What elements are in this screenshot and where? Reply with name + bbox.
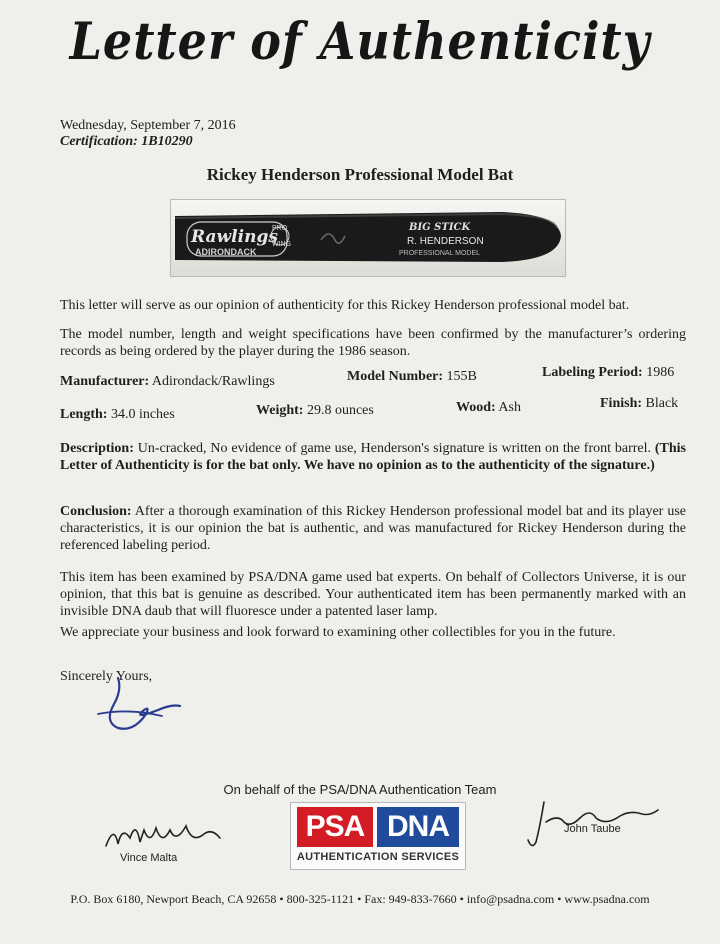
- conclusion-label: Conclusion:: [60, 504, 132, 519]
- conclusion-text: After a thorough examination of this Rickey Henderson professional model bat and its player use characteristics, it is our opinion the bat is authentic, and was manufactured for Rickey Henderson during the referenced labeling period.: [60, 504, 686, 553]
- bat-player-name: R. HENDERSON: [407, 236, 484, 247]
- bat-series: ADIRONDACK: [195, 247, 257, 257]
- spec-model-number: [347, 369, 477, 385]
- description-paragraph: [60, 440, 686, 474]
- appreciate-paragraph: We appreciate your business and look forward to examining other collectibles for you in the future.: [60, 625, 616, 640]
- dna-logo-text: DNA: [377, 807, 459, 847]
- spec-finish-label: Finish:: [600, 396, 643, 411]
- footer-address: P.O. Box 6180, Newport Beach, CA 92658 • 800-325-1121 • Fax: 949-833-7660 • info@psadna.com • www.psadna.com: [70, 892, 650, 906]
- spec-length-label: Length:: [60, 407, 108, 422]
- spec-finish-value: Black: [642, 396, 679, 411]
- bat-image: [171, 200, 565, 276]
- spec-length-value: 34.0 inches: [107, 407, 175, 422]
- bat-wing: WING: [272, 241, 292, 248]
- description-label: Description:: [60, 441, 134, 456]
- spec-wood-value: Ash: [495, 400, 521, 415]
- bat-brand: Rawlings: [191, 227, 278, 247]
- spec-labeling-period-value: 1986: [642, 365, 675, 380]
- bat-model-text: PROFESSIONAL MODEL: [399, 250, 481, 257]
- spec-weight: [256, 403, 374, 419]
- bat-photo: [170, 199, 566, 277]
- sincerely-line: Sincerely Yours,: [60, 669, 153, 684]
- spec-labeling-period-label: Labeling Period:: [542, 365, 643, 380]
- bat-model-line: BIG STICK: [409, 222, 471, 233]
- spec-wood-label: Wood:: [456, 400, 496, 415]
- signature-sincerely: [88, 670, 188, 740]
- spec-model-number-label: Model Number:: [347, 369, 444, 384]
- specs-confirmed-paragraph: The model number, length and weight specifications have been confirmed by the manufacturer’s ordering records as being ordered by the player during the 1986 season.: [60, 327, 686, 359]
- spec-finish: [600, 396, 678, 412]
- certification-number: Certification: 1B10290: [60, 134, 193, 149]
- signer-right-name: John Taube: [564, 823, 621, 835]
- authentication-team-line: On behalf of the PSA/DNA Authentication Team: [223, 782, 497, 797]
- letter-title: Letter of Authenticity: [69, 10, 651, 72]
- psa-dna-logo: [290, 802, 466, 870]
- signer-left-name: Vince Malta: [120, 852, 178, 864]
- bat-pro: PRO: [272, 225, 288, 232]
- description-text: Un-cracked, No evidence of game use, Henderson's signature is written on the front barrel.: [133, 441, 655, 456]
- signature-vince-malta: [100, 816, 230, 856]
- spec-manufacturer-label: Manufacturer:: [60, 374, 150, 389]
- description-disclaimer: (This Letter of Authenticity is for the bat only. We have no opinion as to the authenticity of the signature.): [60, 441, 686, 473]
- spec-weight-value: 29.8 ounces: [303, 403, 374, 418]
- spec-manufacturer: [60, 374, 275, 390]
- intro-paragraph: This letter will serve as our opinion of authenticity for this Rickey Henderson professional model bat.: [60, 298, 630, 313]
- letter-date: Wednesday, September 7, 2016: [60, 118, 236, 133]
- spec-labeling-period: [542, 365, 674, 381]
- spec-manufacturer-value: Adirondack/Rawlings: [149, 374, 275, 389]
- spec-length: [60, 407, 175, 423]
- spec-model-number-value: 155B: [443, 369, 477, 384]
- conclusion-paragraph: [60, 503, 686, 554]
- spec-weight-label: Weight:: [256, 403, 304, 418]
- authentication-services-text: AUTHENTICATION SERVICES: [296, 851, 460, 863]
- spec-wood: [456, 400, 521, 416]
- item-title: Rickey Henderson Professional Model Bat: [206, 165, 514, 184]
- examined-paragraph: This item has been examined by PSA/DNA game used bat experts. On behalf of Collectors Universe, it is our opinion, that this bat is genuine as described. Your authenticated item has been permanently marked with an invisible DNA daub that will fluoresce under a patented laser lamp.: [60, 570, 686, 619]
- psa-logo-text: PSA: [297, 807, 373, 847]
